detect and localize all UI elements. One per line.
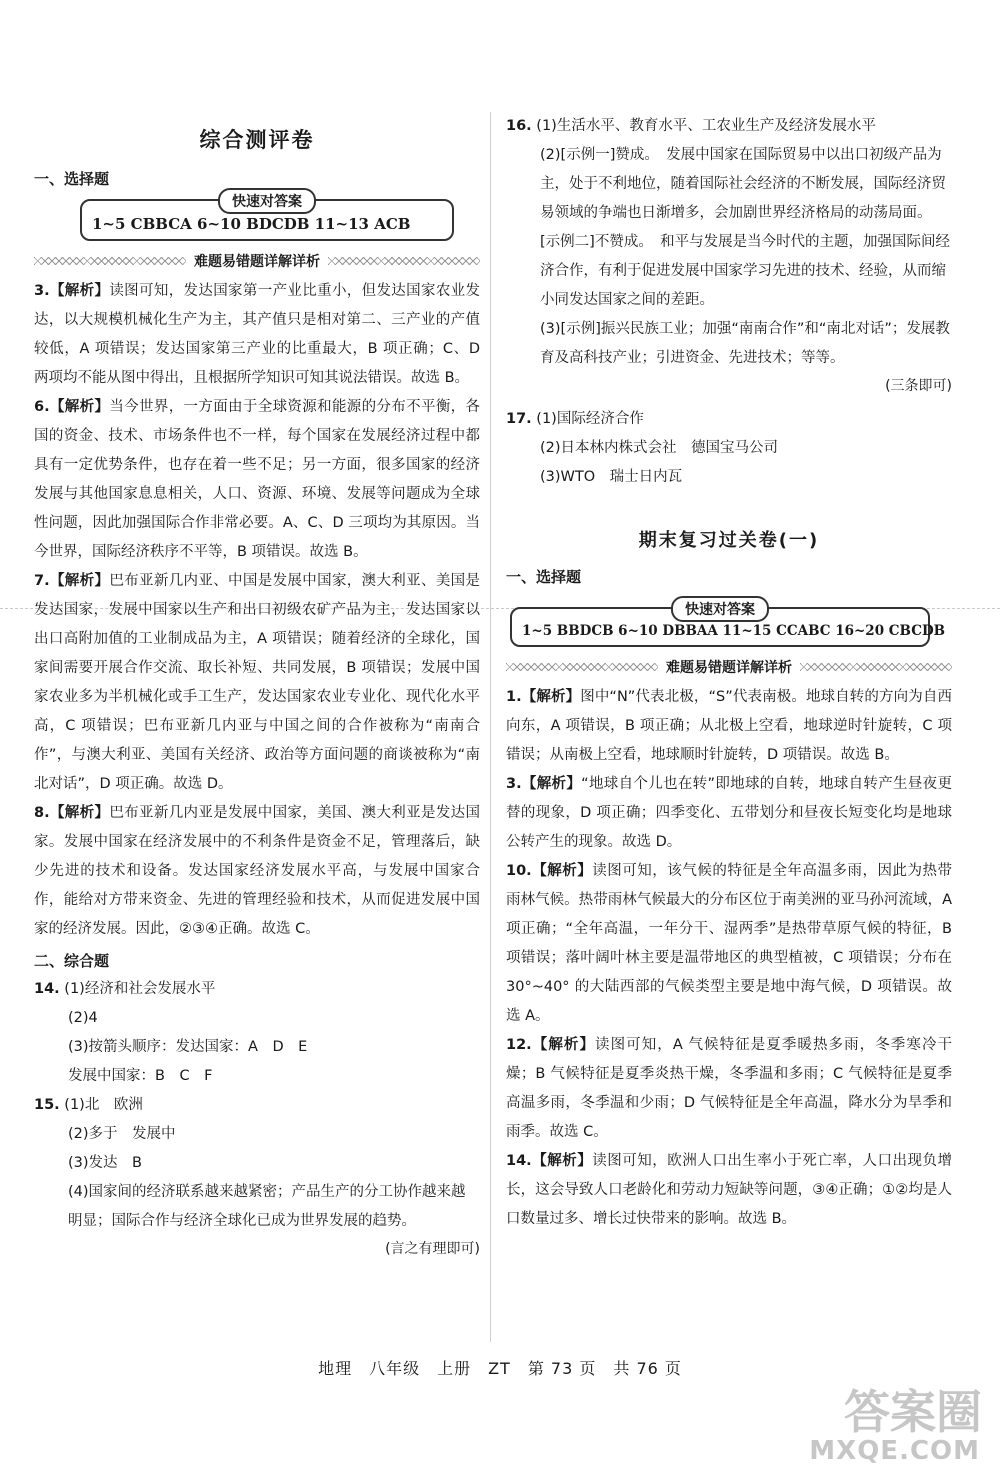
section-title: 综合测评卷 — [199, 128, 315, 152]
divider-label: 难题易错题详解详析 — [194, 254, 320, 270]
question-16: 16. (1)生活水平、教育水平、工农业生产及经济发展水平 — [506, 118, 876, 134]
watermark-site: MXQE.COM — [809, 1436, 980, 1466]
column-divider — [490, 112, 491, 1342]
analysis-item: 8.【解析】巴布亚新几内亚是发展中国家，美国、澳大利亚是发达国家。发展中国家在经济发展中的不利条件是资金不足，管理落后，缺少先进的技术和设备。发达国家经济发展水平高，与发展中国家合作，能给对方带来资金、先进的管理经验和技术，从而促进发展中国家的经济发展。因此，②③④正确。故选 C。 — [34, 805, 481, 937]
answer-line: (2)[示例一]赞成。 发展中国家在国际贸易中以出口初级产品为主，处于不利地位，随着国际社会经济的不断发展，国际经济贸易领域的争端也日渐增多，会加剧世界经济格局的动荡局面。 — [540, 147, 946, 221]
question-17: 17. (1)国际经济合作 — [506, 411, 644, 427]
left-column — [34, 112, 480, 1262]
analysis-divider — [34, 251, 480, 271]
answer-line: (2)日本林内株式会社 德国宝马公司 — [540, 440, 779, 456]
section-heading: 二、综合题 — [34, 952, 110, 970]
quick-answer-box — [510, 602, 946, 647]
question-14: 14. (1)经济和社会发展水平 — [34, 981, 216, 997]
quick-answers: 1~5 CBBCA 6~10 BDCDB 11~13 ACB — [92, 215, 411, 233]
quick-answers: 1~5 BBDCB 6~10 DBBAA 11~15 CCABC 16~20 CBCDB — [522, 623, 946, 639]
answer-line: (3)[示例]振兴民族工业；加强“南南合作”和“南北对话”；发展教育及高科技产业；引进资金、先进技术；等等。 — [540, 321, 950, 366]
answer-line: (2)多于 发展中 — [68, 1126, 176, 1142]
answer-line: [示例二]不赞成。 和平与发展是当今时代的主题，加强国际间经济合作，有利于促进发展中国家学习先进的技术、经验，从而缩小同发达国家之间的差距。 — [540, 234, 951, 308]
page-footer: 地理 八年级 上册 ZT 第 73 页 共 76 页 — [318, 1359, 682, 1378]
divider-label: 难题易错题详解详析 — [666, 660, 792, 676]
analysis-item: 10.【解析】读图可知，该气候的特征是全年高温多雨，因此为热带雨林气候。热带雨林气候最大的分布区位于南美洲的亚马孙河流域，A 项正确；“全年高温，一年分干、湿两季”是热带草原气候的特征，B 项错误；落叶阔叶林主要是温带地区的典型植被，C 项错误；分布在 30°~40° 的大陆西部的气候类型主要是地中海气候，D 项错误。故选 A。 — [506, 863, 953, 1024]
quick-answer-tag: 快速对答案 — [671, 596, 769, 622]
watermark-logo: 答案圈 — [844, 1385, 982, 1439]
analysis-item: 3.【解析】读图可知，发达国家第一产业比重小，但发达国家农业发达，以大规模机械化生产为主，其产值只是相对第二、三产业的产值较低，A 项错误；发达国家第三产业的比重最大，B 项正确；C、D 两项均不能从图中得出，且根据所学知识可知其说法错误。故选 B。 — [34, 283, 481, 386]
answer-line: (3)按箭头顺序：发达国家：A D E — [68, 1039, 308, 1055]
analysis-divider — [506, 657, 952, 677]
answer-line: (4)国家间的经济联系越来越紧密；产品生产的分工协作越来越明显；国际合作与经济全球化已成为世界发展的趋势。 — [68, 1184, 466, 1229]
analysis-item: 14.【解析】读图可知，欧洲人口出生率小于死亡率，人口出现负增长，这会导致人口老龄化和劳动力短缺等问题，③④正确；①②均是人口数量过多、增长过快带来的影响。故选 B。 — [506, 1153, 953, 1227]
answer-line: (3)WTO 瑞士日内瓦 — [540, 469, 683, 485]
question-15: 15. (1)北 欧洲 — [34, 1097, 143, 1113]
analysis-item: 6.【解析】当今世界，一方面由于全球资源和能源的分布不平衡，各国的资金、技术、市场条件也不一样，每个国家在发展经济过程中都具有一定优势条件，也存在着一些不足；另一方面，很多国家的经济发展与其他国家息息相关，人口、资源、环境、发展等问题成为全球性问题，因此加强国际合作非常必要。A、C、D 三项均为其原因。当今世界，国际经济秩序不平等，B 项错误。故选 B。 — [34, 399, 481, 560]
analysis-item: 3.【解析】“地球自个儿也在转”即地球的自转，地球自转产生昼夜更替的现象，D 项正确；四季变化、五带划分和昼夜长短变化均是地球公转产生的现象。故选 D。 — [506, 776, 952, 850]
analysis-item: 7.【解析】巴布亚新几内亚、中国是发展中国家，澳大利亚、美国是发达国家，发展中国家以生产和出口初级农矿产品为主，发达国家以出口高附加值的工业制成品为主，A 项错误；随着经济的全球化，国家间需要开展合作交流、取长补短、共同发展，B 项错误；发展中国家农业多为半机械化或手工生产，发达国家农业专业化、现代化水平高，C 项错误；巴布亚新几内亚与中国之间的合作被称为“南南合作”，与澳大利亚、美国有关经济、政治等方面问题的商谈被称为“南北对话”，D 项正确。故选 D。 — [34, 573, 481, 792]
answer-line: (3)发达 B — [68, 1155, 142, 1171]
quick-answer-tag: 快速对答案 — [218, 188, 316, 214]
answer-note: (言之有理即可) — [385, 1241, 480, 1257]
analysis-item: 1.【解析】图中“N”代表北极，“S”代表南极。地球自转的方向为自西向东，A 项错误，B 项正确；从北极上空看，地球逆时针旋转，C 项错误；从南极上空看，地球顺时针旋转，D 项错误。故选 B。 — [506, 689, 952, 763]
right-column — [506, 112, 952, 1234]
section-heading: 一、选择题 — [506, 568, 582, 586]
answer-line: 发展中国家：B C F — [68, 1068, 213, 1084]
quick-answer-box — [80, 194, 454, 241]
section-title: 期末复习过关卷(一) — [638, 530, 820, 551]
answer-note: (三条即可) — [885, 378, 952, 394]
answer-line: (2)4 — [68, 1010, 98, 1026]
analysis-item: 12.【解析】读图可知，A 气候特征是夏季暖热多雨，冬季寒冷干燥；B 气候特征是夏季炎热干燥，冬季温和多雨；C 气候特征是夏季高温多雨，冬季温和少雨；D 气候特征是全年高温，降水分为旱季和雨季。故选 C。 — [506, 1037, 953, 1140]
section-heading: 一、选择题 — [34, 170, 110, 188]
